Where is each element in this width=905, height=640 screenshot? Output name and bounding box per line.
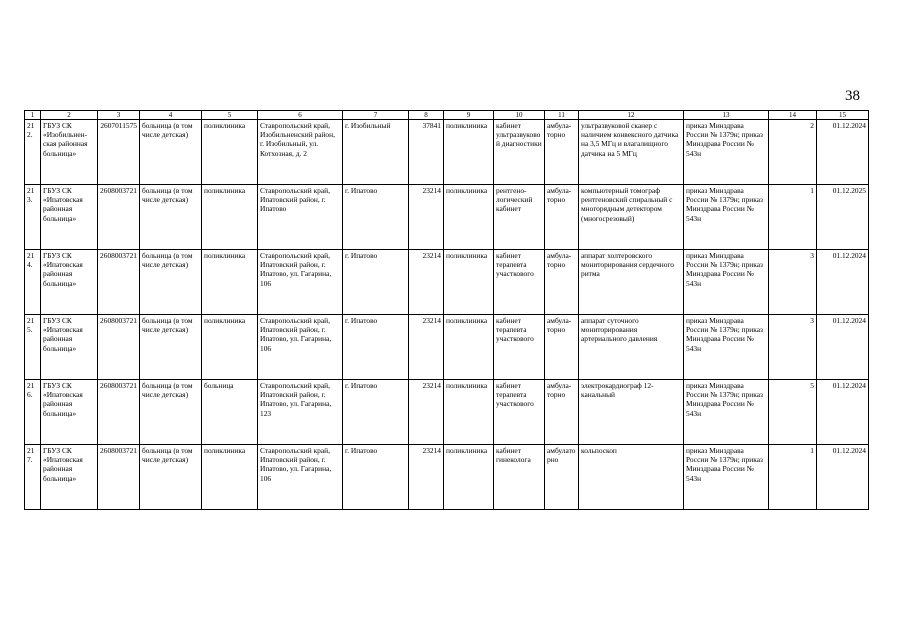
column-number: 10 — [494, 111, 545, 120]
equipment-name-cell: ультразвуковой сканер с наличием конвексного датчика на 3,5 МГц и влагалищного датчика на 5 МГц — [579, 120, 684, 185]
subdivision-cell: поликлиника — [444, 250, 494, 315]
regulation-cell: приказ Минздрава России № 1379н; приказ Минздрава России № 543н — [684, 120, 769, 185]
deadline-date-cell: 01.12.2024 — [817, 120, 869, 185]
care-mode-cell: амбула-торно — [545, 315, 579, 380]
organization-name-cell: ГБУЗ СК «Ипатовская районная больница» — [41, 315, 98, 380]
row-number-cell: 216. — [25, 380, 41, 445]
page-number: 38 — [845, 88, 860, 104]
inn-code-cell: 2608003721 — [98, 445, 140, 510]
office-cell: кабинет гинеколога — [494, 445, 545, 510]
table-row — [25, 250, 869, 315]
inn-code-cell: 2607011575 — [98, 120, 140, 185]
row-number-cell: 214. — [25, 250, 41, 315]
facility-type-cell: больница (в том числе детская) — [140, 185, 202, 250]
locality-cell: г. Ипатово — [343, 315, 409, 380]
table-row — [25, 380, 869, 445]
quantity-cell: 2 — [769, 120, 817, 185]
equipment-name-cell: аппарат холтеровского мониторирования сердечного ритма — [579, 250, 684, 315]
column-number: 15 — [817, 111, 869, 120]
department-type-cell: поликлиника — [202, 120, 258, 185]
inn-code-cell: 2608003721 — [98, 380, 140, 445]
department-type-cell: поликлиника — [202, 315, 258, 380]
regulation-cell: приказ Минздрава России № 1379н; приказ Минздрава России № 543н — [684, 380, 769, 445]
deadline-date-cell: 01.12.2024 — [817, 445, 869, 510]
office-cell: кабинет терапевта участкового — [494, 250, 545, 315]
care-mode-cell: амбула-торно — [545, 380, 579, 445]
care-mode-cell: амбула-торно — [545, 185, 579, 250]
office-cell: кабинет терапевта участкового — [494, 380, 545, 445]
quantity-cell: 3 — [769, 315, 817, 380]
address-cell: Ставропольский край, Ипатовский район, г. Ипатово, ул. Гагарина, 106 — [258, 445, 343, 510]
address-cell: Ставропольский край, Ипатовский район, г. Ипатово, ул. Гагарина, 106 — [258, 250, 343, 315]
table-row — [25, 315, 869, 380]
care-mode-cell: амбула-торно — [545, 250, 579, 315]
subdivision-cell: поликлиника — [444, 185, 494, 250]
regulation-cell: приказ Минздрава России № 1379н; приказ Минздрава России № 543н — [684, 445, 769, 510]
regulation-cell: приказ Минздрава России № 1379н; приказ Минздрава России № 543н — [684, 185, 769, 250]
row-number-cell: 212. — [25, 120, 41, 185]
address-cell: Ставропольский край, Ипатовский район, г. Ипатово, ул. Гагарина, 123 — [258, 380, 343, 445]
column-number: 1 — [25, 111, 41, 120]
office-cell: рентгено-логический кабинет — [494, 185, 545, 250]
office-cell: кабинет ультразвуково й диагностики — [494, 120, 545, 185]
subdivision-cell: поликлиника — [444, 445, 494, 510]
column-number: 6 — [258, 111, 343, 120]
regulation-cell: приказ Минздрава России № 1379н; приказ Минздрава России № 543н — [684, 315, 769, 380]
oktmo-code-cell: 37841 — [409, 120, 444, 185]
department-type-cell: больница — [202, 380, 258, 445]
address-cell: Ставропольский край, Ипатовский район, г. Ипатово, ул. Гагарина, 106 — [258, 315, 343, 380]
oktmo-code-cell: 23214 — [409, 315, 444, 380]
column-number: 13 — [684, 111, 769, 120]
quantity-cell: 3 — [769, 250, 817, 315]
care-mode-cell: амбулато рно — [545, 445, 579, 510]
equipment-register-table — [24, 110, 869, 510]
deadline-date-cell: 01.12.2024 — [817, 250, 869, 315]
column-number: 5 — [202, 111, 258, 120]
organization-name-cell: ГБУЗ СК «Ипатовская районная больница» — [41, 185, 98, 250]
locality-cell: г. Ипатово — [343, 250, 409, 315]
department-type-cell: поликлиника — [202, 445, 258, 510]
regulation-cell: приказ Минздрава России № 1379н; приказ Минздрава России № 543н — [684, 250, 769, 315]
facility-type-cell: больница (в том числе детская) — [140, 250, 202, 315]
subdivision-cell: поликлиника — [444, 380, 494, 445]
organization-name-cell: ГБУЗ СК «Изобильнен-ская районная больница» — [41, 120, 98, 185]
inn-code-cell: 2608003721 — [98, 315, 140, 380]
deadline-date-cell: 01.12.2024 — [817, 380, 869, 445]
column-number: 14 — [769, 111, 817, 120]
column-number: 7 — [343, 111, 409, 120]
column-number: 8 — [409, 111, 444, 120]
facility-type-cell: больница (в том числе детская) — [140, 315, 202, 380]
table-row — [25, 120, 869, 185]
office-cell: кабинет терапевта участкового — [494, 315, 545, 380]
table-row — [25, 445, 869, 510]
quantity-cell: 5 — [769, 380, 817, 445]
organization-name-cell: ГБУЗ СК «Ипатовская районная больница» — [41, 380, 98, 445]
column-number: 12 — [579, 111, 684, 120]
care-mode-cell: амбула-торно — [545, 120, 579, 185]
organization-name-cell: ГБУЗ СК «Ипатовская районная больница» — [41, 250, 98, 315]
address-cell: Ставропольский край, Ипатовский район, г. Ипатово — [258, 185, 343, 250]
row-number-cell: 217. — [25, 445, 41, 510]
subdivision-cell: поликлиника — [444, 315, 494, 380]
quantity-cell: 1 — [769, 445, 817, 510]
inn-code-cell: 2608003721 — [98, 250, 140, 315]
oktmo-code-cell: 23214 — [409, 185, 444, 250]
quantity-cell: 1 — [769, 185, 817, 250]
facility-type-cell: больница (в том числе детская) — [140, 380, 202, 445]
locality-cell: г. Ипатово — [343, 445, 409, 510]
equipment-name-cell: аппарат суточного мониторирования артериального давления — [579, 315, 684, 380]
locality-cell: г. Ипатово — [343, 185, 409, 250]
locality-cell: г. Изобильный — [343, 120, 409, 185]
row-number-cell: 213. — [25, 185, 41, 250]
column-number-row — [25, 111, 869, 120]
oktmo-code-cell: 23214 — [409, 380, 444, 445]
facility-type-cell: больница (в том числе детская) — [140, 445, 202, 510]
locality-cell: г. Ипатово — [343, 380, 409, 445]
deadline-date-cell: 01.12.2025 — [817, 185, 869, 250]
subdivision-cell: поликлиника — [444, 120, 494, 185]
oktmo-code-cell: 23214 — [409, 250, 444, 315]
facility-type-cell: больница (в том числе детская) — [140, 120, 202, 185]
column-number: 9 — [444, 111, 494, 120]
column-number: 2 — [41, 111, 98, 120]
equipment-name-cell: кольпоскоп — [579, 445, 684, 510]
column-number: 3 — [98, 111, 140, 120]
column-number: 11 — [545, 111, 579, 120]
address-cell: Ставропольский край, Изобильненский район, г. Изобильный, ул. Котхозная, д. 2 — [258, 120, 343, 185]
department-type-cell: поликлиника — [202, 185, 258, 250]
equipment-name-cell: компьютерный томограф рентгеновский спиральный с многорядным детектором (многосрезовый) — [579, 185, 684, 250]
row-number-cell: 215. — [25, 315, 41, 380]
oktmo-code-cell: 23214 — [409, 445, 444, 510]
column-number: 4 — [140, 111, 202, 120]
deadline-date-cell: 01.12.2024 — [817, 315, 869, 380]
table-row — [25, 185, 869, 250]
organization-name-cell: ГБУЗ СК «Ипатовская районная больница» — [41, 445, 98, 510]
department-type-cell: поликлиника — [202, 250, 258, 315]
equipment-name-cell: электрокардиограф 12-канальный — [579, 380, 684, 445]
inn-code-cell: 2608003721 — [98, 185, 140, 250]
